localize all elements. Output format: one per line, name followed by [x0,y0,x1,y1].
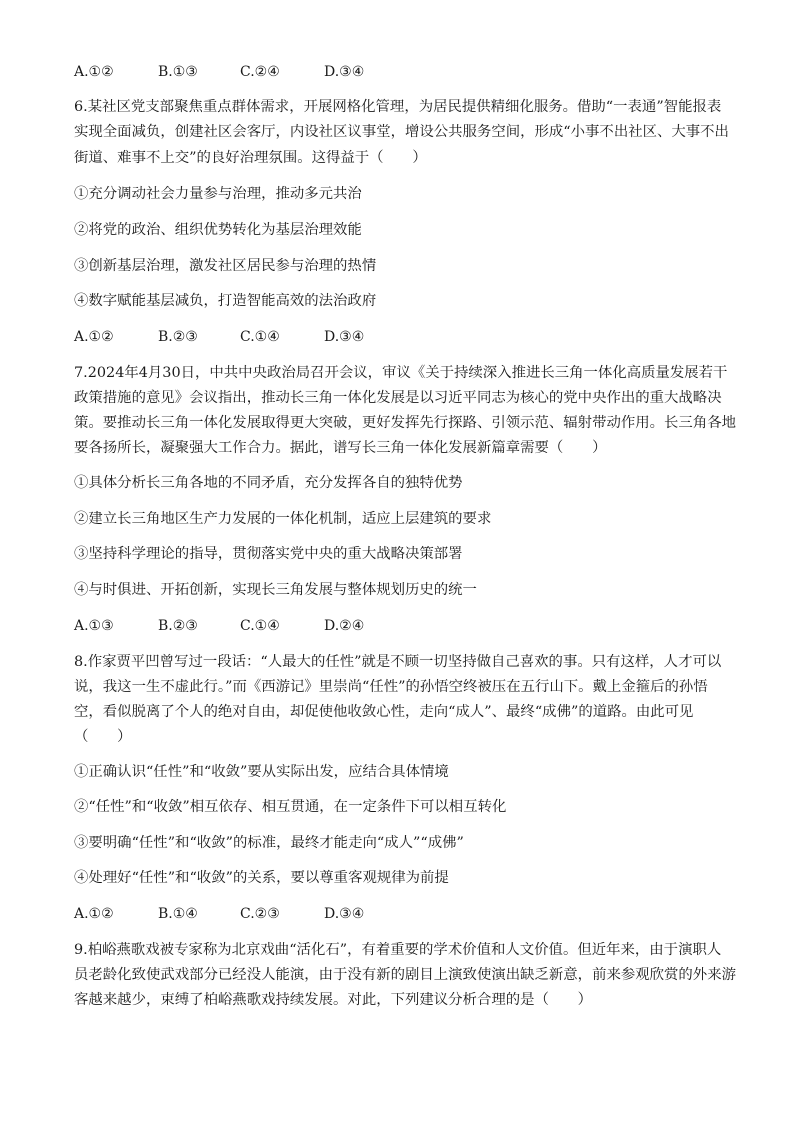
q7-option-a[interactable]: A.①③ [74,618,114,634]
q6-option-c[interactable]: C.①④ [240,329,280,345]
q8-stem-line-1: 8.作家贾平凹曾写过一段话：“人最大的任性”就是不顾一切坚持做自己喜欢的事。只有这样，人才可以 [74,654,722,670]
q6-option-b[interactable]: B.②③ [158,329,198,345]
q8-option-b[interactable]: B.①④ [158,906,198,922]
q6-statement-3: ③创新基层治理，激发社区居民参与治理的热情 [74,258,377,274]
q5-option-a[interactable]: A.①② [74,64,114,80]
q8-statement-3: ③要明确“任性”和“收敛”的标准，最终才能走向“成人”“成佛” [74,835,464,851]
q5-option-c[interactable]: C.②④ [240,64,280,80]
q6-stem-line-1: 6.某社区党支部聚焦重点群体需求，开展网格化管理，为居民提供精细化服务。借助“一表通”智能报表 [74,99,722,115]
q6-options [74,327,474,347]
q8-statement-2: ②“任性”和“收敛”相互依存、相互贯通，在一定条件下可以相互转化 [74,799,507,815]
q8-options [74,904,474,924]
q7-stem-line-3: 策。要推动长三角一体化发展取得更大突破，更好发挥先行探路、引领示范、辐射带动作用。长三角各地 [74,415,736,431]
q8-stem-line-2: 说，我这一生不虚此行。”而《西游记》里崇尚“任性”的孙悟空终被压在五行山下。戴上金箍后的孙悟 [74,679,708,695]
q6-option-a[interactable]: A.①② [74,329,114,345]
q6-statement-4: ④数字赋能基层减负，打造智能高效的法治政府 [74,293,377,309]
q7-stem-line-4: 要各扬所长，凝聚强大工作合力。据此，谱写长三角一体化发展新篇章需要（ ） [74,440,607,456]
q7-statement-2: ②建立长三角地区生产力发展的一体化机制，适应上层建筑的要求 [74,511,492,527]
q7-statement-1: ①具体分析长三角各地的不同矛盾，充分发挥各自的独特优势 [74,475,463,491]
q9-stem-line-2: 员老龄化致使武戏部分已经没人能演，由于没有新的剧目上演致使演出缺乏新意，前来参观欣赏的外来游 [74,967,736,983]
q9-stem-line-3: 客越来越少，束缚了柏峪燕歌戏持续发展。对此，下列建议分析合理的是（ ） [74,992,593,1008]
q7-stem-line-1: 7.2024年4月30日，中共中央政治局召开会议，审议《关于持续深入推进长三角一体化高质量发展若干 [74,365,728,381]
q6-stem-line-3: 街道、难事不上交”的良好治理氛围。这得益于（ ） [74,150,427,166]
q7-option-c[interactable]: C.①④ [240,618,280,634]
q8-stem-line-3: 空，看似脱离了个人的绝对自由，却促使他收敛心性，走向“成人”、最终“成佛”的道路。由此可见 [74,704,694,720]
q7-option-d[interactable]: D.②④ [324,618,365,634]
q6-statement-1: ①充分调动社会力量参与治理，推动多元共治 [74,186,362,202]
q6-statement-2: ②将党的政治、组织优势转化为基层治理效能 [74,222,362,238]
q8-statement-1: ①正确认识“任性”和“收敛”要从实际出发，应结合具体情境 [74,764,449,780]
q9-stem-line-1: 9.柏峪燕歌戏被专家称为北京戏曲“活化石”，有着重要的学术价值和人文价值。但近年来，由于演职人 [74,942,722,958]
q7-statement-3: ③坚持科学理论的指导，贯彻落实党中央的重大战略决策部署 [74,546,463,562]
q6-stem-line-2: 实现全面减负，创建社区会客厅，内设社区议事堂，增设公共服务空间，形成“小事不出社区、大事不出 [74,124,729,140]
q8-statement-4: ④处理好“任性”和“收敛”的关系，要以尊重客观规律为前提 [74,870,449,886]
q7-statement-4: ④与时俱进、开拓创新，实现长三角发展与整体规划历史的统一 [74,582,477,598]
q5-options [74,62,474,82]
q8-option-a[interactable]: A.①② [74,906,114,922]
q5-option-b[interactable]: B.①③ [158,64,198,80]
q6-option-d[interactable]: D.③④ [324,329,365,345]
q8-option-c[interactable]: C.②③ [240,906,280,922]
q8-option-d[interactable]: D.③④ [324,906,365,922]
q8-stem-line-4: （ ） [74,729,132,745]
q7-options [74,616,474,636]
q7-stem-line-2: 政策措施的意见》会议指出，推动长三角一体化发展是以习近平同志为核心的党中央作出的重大战略决 [74,390,722,406]
q7-option-b[interactable]: B.②③ [158,618,198,634]
q5-option-d[interactable]: D.③④ [324,64,365,80]
